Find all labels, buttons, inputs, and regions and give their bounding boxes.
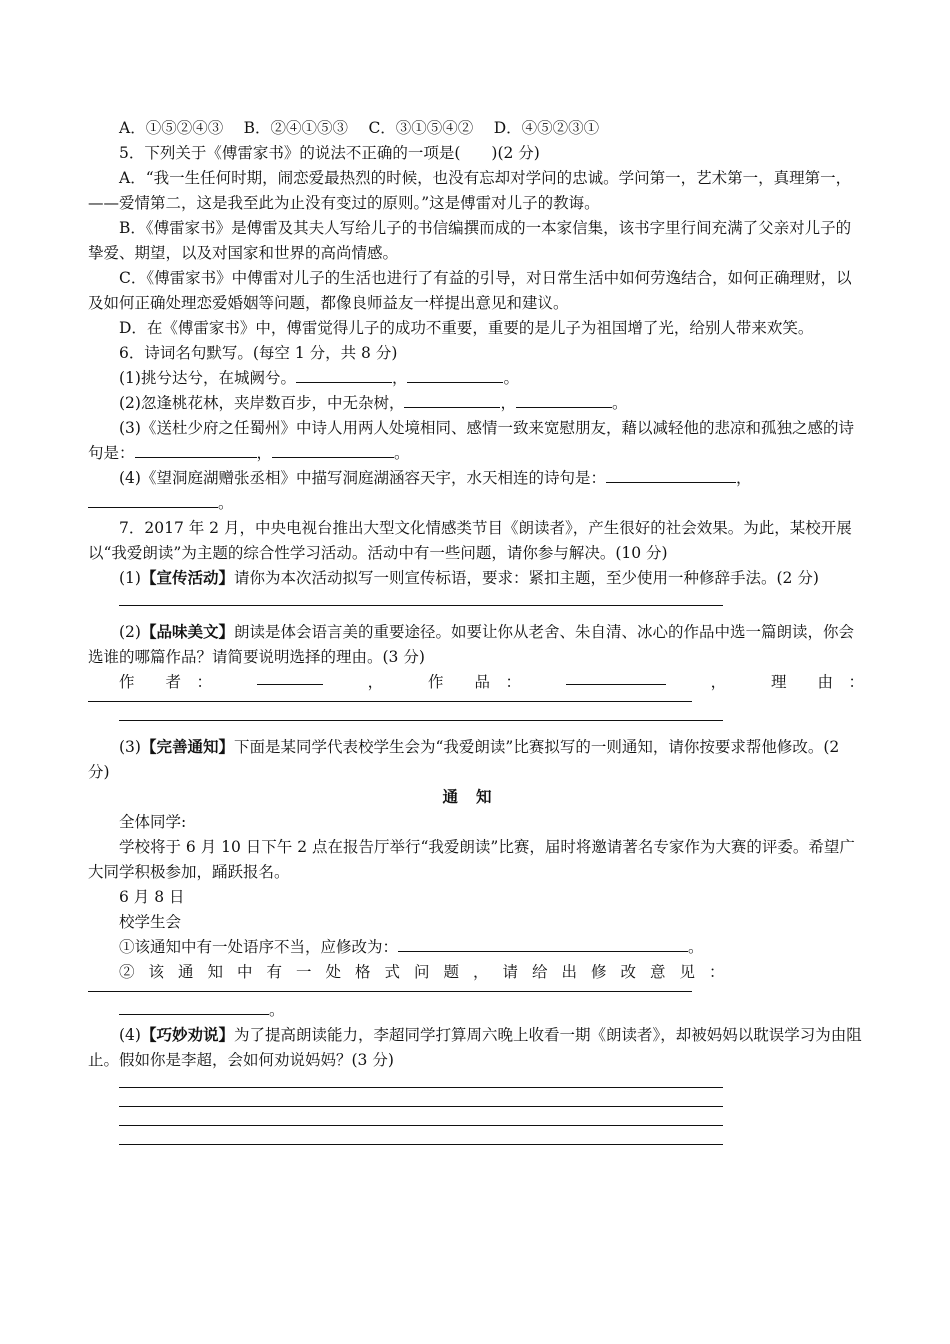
fix-item-2: ②该通知中有一处格式问题，请给出修改意见： xyxy=(119,963,739,981)
answer-line[interactable] xyxy=(119,1144,723,1145)
tag-persuade: 【巧妙劝说】 xyxy=(140,1026,234,1044)
answer-blank[interactable] xyxy=(407,368,503,383)
q5-option-b: B．《傅雷家书》是傅雷及其夫人写给儿子的书信编撰而成的一本家信集，该书字里行间充满了父亲对儿子的挚爱、期望，以及对国家和世界的高尚情感。 xyxy=(88,219,852,262)
q6-item-4: (4)《望洞庭湖赠张丞相》中描写洞庭湖涵容天宇，水天相连的诗句是： ，。 xyxy=(88,466,864,516)
tag-appreciate: 【品味美文】 xyxy=(140,623,234,641)
answer-blank[interactable] xyxy=(272,443,394,458)
q4-options: A．①⑤②④③ B．②④①⑤③ C．③①⑤④② D．④⑤②③① xyxy=(119,119,600,137)
q7-stem: 7．2017 年 2 月，中央电视台推出大型文化情感类节目《朗读者》，产生很好的社会效果。为此，某校开展以“我爱朗读”为主题的综合性学习活动。活动中有一些问题，请你参与解决。(10 分) xyxy=(88,519,852,562)
answer-blank[interactable] xyxy=(119,1000,269,1015)
tag-promo: 【宣传活动】 xyxy=(140,569,234,587)
tag-notice: 【完善通知】 xyxy=(140,738,234,756)
answer-blank[interactable] xyxy=(296,368,392,383)
notice-body: 学校将于 6 月 10 日下午 2 点在报告厅举行“我爱朗读”比赛，届时将邀请著名专家作为大赛的评委。希望广大同学积极参加，踊跃报名。 xyxy=(88,838,855,881)
fix-item-2-end: 。 xyxy=(88,998,864,1023)
exam-page xyxy=(88,116,864,1145)
q7-part-4: (4)【巧妙劝说】为了提高朗读能力，李超同学打算周六晚上收看一期《朗读者》，却被妈妈以耽误学习为由阻止。假如你是李超，会如何劝说妈妈？(3 分) xyxy=(88,1026,862,1069)
work-blank[interactable] xyxy=(566,670,666,685)
notice-signer: 校学生会 xyxy=(119,913,182,931)
q5-option-d: D．在《傅雷家书》中，傅雷觉得儿子的成功不重要，重要的是儿子为祖国增了光，给别人带来欢笑。 xyxy=(119,319,814,337)
notice-recipient: 全体同学: xyxy=(119,813,187,831)
answer-blank[interactable] xyxy=(135,443,257,458)
q5-option-c: C．《傅雷家书》中傅雷对儿子的生活也进行了有益的引导，对日常生活中如何劳逸结合，如何正确理财，以及如何正确处理恋爱婚姻等问题，都像良师益友一样提出意见和建议。 xyxy=(88,269,852,312)
q6-item-3: (3)《送杜少府之任蜀州》中诗人用两人处境相同、感情一致来宽慰朋友，藉以减轻他的悲凉和孤独之感的诗句是： ， 。 xyxy=(88,419,854,462)
q7-part-3: (3)【完善通知】下面是某同学代表校学生会为“我爱朗读”比赛拟写的一则通知，请你按要求帮他修改。(2 分) xyxy=(88,738,840,781)
fix-item-1: ①该通知中有一处语序不当，应修改为： 。 xyxy=(119,938,704,956)
author-blank[interactable] xyxy=(257,670,323,685)
answer-blank[interactable] xyxy=(404,393,500,408)
q6-stem: 6．诗词名句默写。(每空 1 分，共 8 分) xyxy=(119,344,398,362)
q7-part-2: (2)【品味美文】朗读是体会语言美的重要途径。如要让你从老舍、朱自清、冰心的作品中选一篇朗读，你会选谁的哪篇作品？请简要说明选择的理由。(3 分) xyxy=(88,623,854,666)
answer-blank[interactable] xyxy=(398,937,688,952)
notice-date: 6 月 8 日 xyxy=(119,888,185,906)
q5-stem: 5．下列关于《傅雷家书》的说法不正确的一项是( )(2 分) xyxy=(119,144,540,162)
answer-blank[interactable] xyxy=(606,468,736,483)
q7-part-1: (1)【宣传活动】请你为本次活动拟写一则宣传标语，要求：紧扣主题，至少使用一种修辞手法。(2 分) xyxy=(119,569,819,587)
q6-item-2: (2)忽逢桃花林，夹岸数百步，中无杂树， ， 。 xyxy=(119,394,628,412)
answer-blank[interactable] xyxy=(88,493,218,508)
q6-item-1: (1)挑兮达兮，在城阙兮。 ， 。 xyxy=(119,369,519,387)
q5-option-a: A．“我一生任何时期，闹恋爱最热烈的时候，也没有忘却对学问的忠诚。学问第一，艺术第一，真理第一，——爱情第二，这是我至此为止没有变过的原则。”这是傅雷对儿子的教诲。 xyxy=(88,169,852,212)
answer-blank[interactable] xyxy=(516,393,612,408)
notice-title: 通知 xyxy=(442,788,510,806)
author-work-reason-row: 作 者 ： ， 作 品 ： ， 理 由 ： xyxy=(88,670,864,695)
